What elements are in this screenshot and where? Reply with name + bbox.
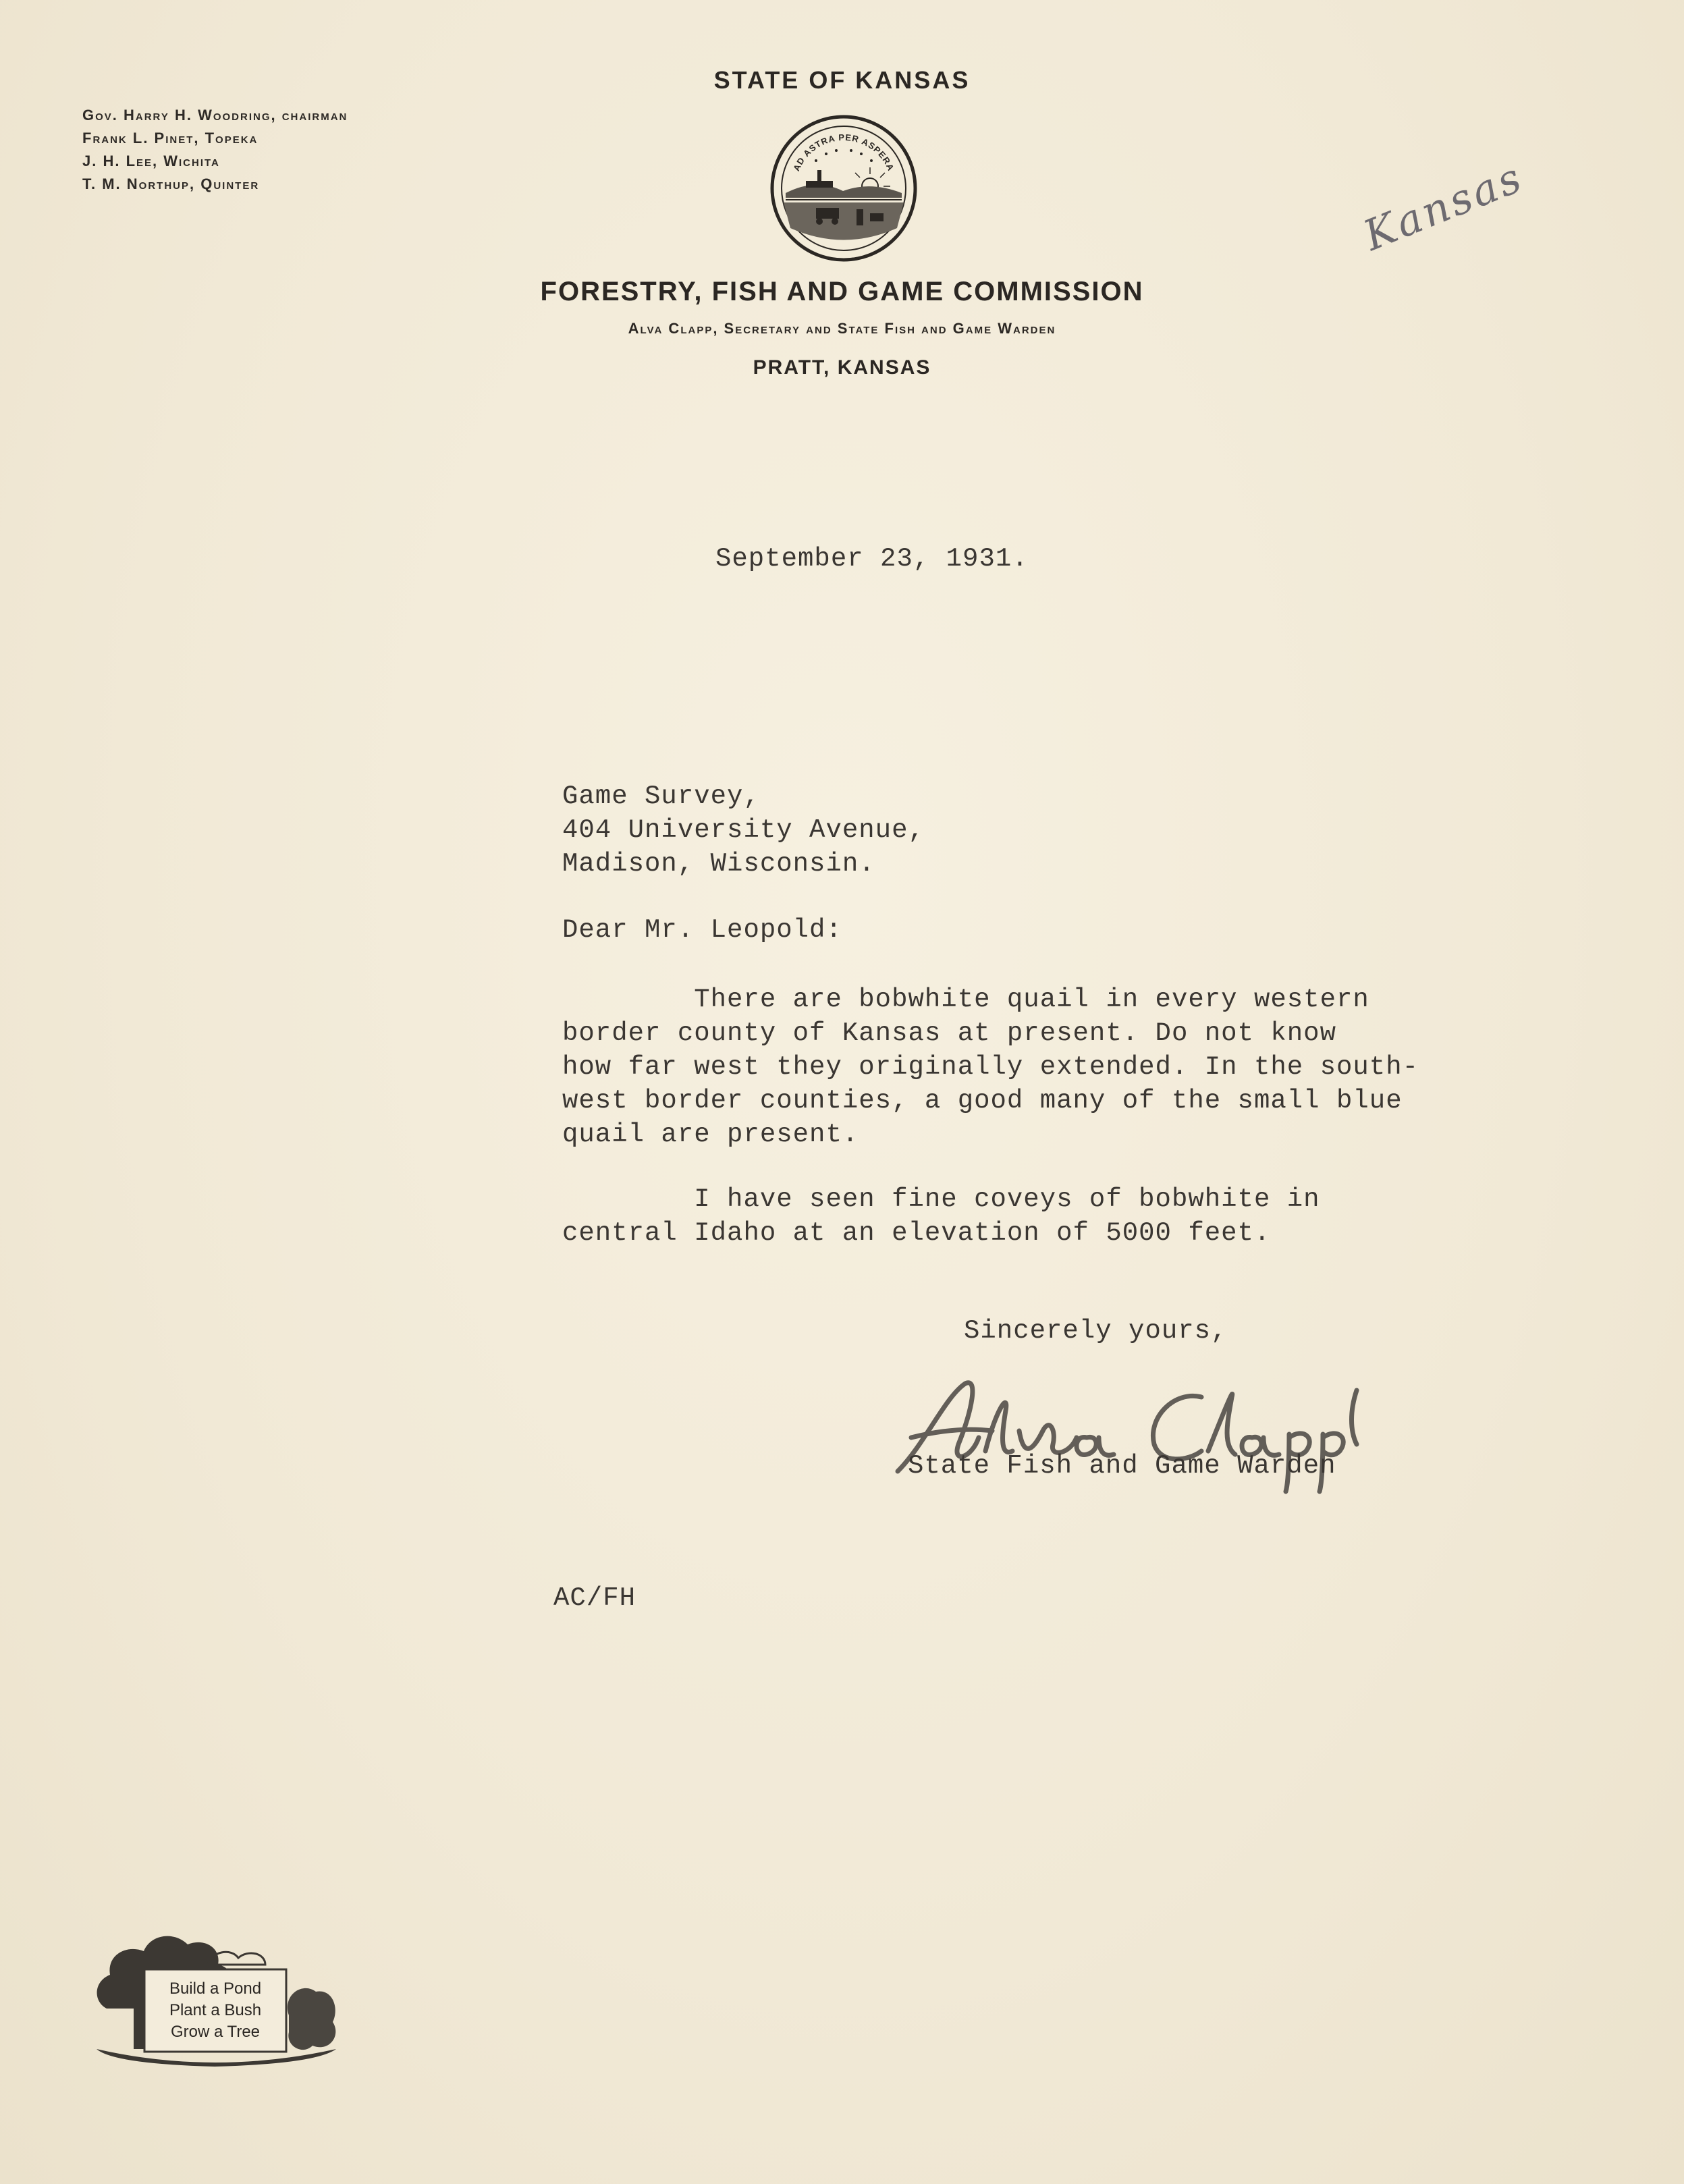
- commissioner-2: Frank L. Pinet, Topeka: [82, 130, 259, 146]
- kansas-seal-icon: [769, 113, 919, 263]
- badge-line-2: Plant a Bush: [169, 2001, 262, 2019]
- reference-initials: AC/FH: [553, 1583, 636, 1613]
- badge-line-3: Grow a Tree: [170, 2023, 261, 2041]
- commissioner-4: T. M. Northup, Quinter: [82, 175, 260, 192]
- body-paragraph-2: I have seen fine coveys of bobwhite in central Idaho at an elevation of 5000 feet.: [562, 1184, 1320, 1248]
- commissioners-list: [82, 104, 501, 196]
- signer-title: State Fish and Game Warden: [908, 1451, 1336, 1481]
- seal-motto: AD ASTRA PER ASPERA: [791, 132, 896, 173]
- address-line-3: Madison, Wisconsin.: [562, 849, 875, 879]
- commissioner-3: J. H. Lee, Wichita: [82, 153, 220, 169]
- badge-line-1: Build a Pond: [169, 1980, 262, 1998]
- commission-title: FORESTRY, FISH AND GAME COMMISSION: [540, 277, 1144, 306]
- address-line-1: Game Survey,: [562, 782, 760, 811]
- address-line-2: 404 University Avenue,: [562, 815, 925, 845]
- commissioner-1: Gov. Harry H. Woodring, chairman: [82, 107, 348, 124]
- closing: Sincerely yours,: [964, 1316, 1228, 1346]
- body-paragraph-1: There are bobwhite quail in every western border county of Kansas at present. Do not know how far west they originally extended. In the south- west border counties, a good many of the small blue quail are present.: [562, 985, 1419, 1149]
- letter-date: September 23, 1931.: [715, 544, 1029, 574]
- salutation: Dear Mr. Leopold:: [562, 915, 842, 945]
- state-title: STATE OF KANSAS: [713, 66, 971, 94]
- build-a-pond-badge: [86, 1907, 343, 2073]
- city-line: PRATT, KANSAS: [753, 356, 931, 379]
- secretary-line: Alva Clapp, Secretary and State Fish and Game Warden: [628, 320, 1056, 337]
- handwritten-annotation: Kansas: [1357, 152, 1531, 261]
